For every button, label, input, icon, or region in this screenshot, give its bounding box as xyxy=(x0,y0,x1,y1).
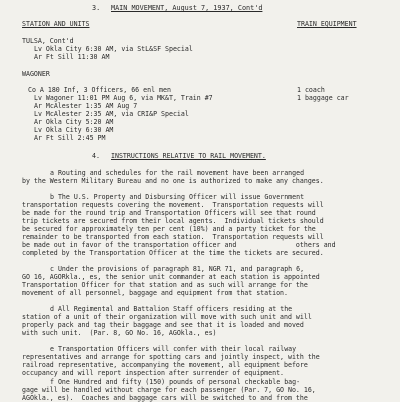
paragraph-d-line: d All Regimental and Battalion Staff officers residing at the xyxy=(50,305,293,313)
paragraph-c-line: Transportation Officer for that station and as such will arrange for the xyxy=(22,281,308,289)
schedule-line: Lv Okla City 6:30 AM, via StL&SF Special xyxy=(34,45,193,53)
schedule-line: Lv McAlester 2:35 AM, via CRI&P Special xyxy=(34,110,189,118)
paragraph-a-line: a Routing and schedules for the rail movement have been arranged xyxy=(50,169,305,177)
station-heading-wagoner: WAGONER xyxy=(22,70,50,78)
section-number: 3. xyxy=(92,4,101,12)
column-heading-station: STATION AND UNITS xyxy=(22,20,90,28)
column-heading-equipment: TRAIN EQUIPMENT xyxy=(297,20,357,28)
paragraph-f-line: f One Hundred and fifty (150) pounds of personal checkable bag- xyxy=(50,378,301,386)
paragraph-b-line: transportation requests covering the movement. Transportation requests will xyxy=(22,201,324,209)
paragraph-c-line: movement of all personnel, baggage and equipment from that station. xyxy=(22,289,288,297)
schedule-line: Ar McAlester 1:35 AM Aug 7 xyxy=(34,102,138,110)
paragraph-e-line: occupancy and will report inspection after surrender of equipment. xyxy=(22,369,285,377)
schedule-line: Ar Ft Sill 11:30 AM xyxy=(34,53,110,61)
paragraph-e-line: representatives and arrange for spotting cars and jointly inspect, with the xyxy=(22,353,320,361)
paragraph-e-line: e Transportation Officers will confer with their local railway xyxy=(50,345,297,353)
unit-line: Co A 180 Inf, 3 Officers, 66 enl men xyxy=(28,86,171,94)
paragraph-d-line: properly pack and tag their baggage and see that it is loaded and moved xyxy=(22,321,304,329)
paragraph-b-line: be made for the round trip and Transportation Officers will see that round xyxy=(22,209,316,217)
schedule-line: Ar Ft Sill 2:45 PM xyxy=(34,134,106,142)
paragraph-a-line: by the Western Military Bureau and no one is authorized to make any changes. xyxy=(22,177,324,185)
page-title: MAIN MOVEMENT, August 7, 1937, Cont'd xyxy=(111,4,263,12)
paragraph-b-line: b The U.S. Property and Disbursing Officer will issue Government xyxy=(50,193,305,201)
paragraph-c-line: c Under the provisions of paragraph 81, NGR 71, and paragraph 6, xyxy=(50,265,305,273)
equipment-item: 1 baggage car xyxy=(297,94,349,102)
schedule-line: Lv Wagoner 11:01 PM Aug 6, via MK&T, Train #7 xyxy=(34,94,213,102)
paragraph-f-line: AGOkla., es). Coaches and baggage cars will be switched to and from the xyxy=(22,394,308,402)
paragraph-d-line: with such unit. (Par. 8, GO No. 16, AGOkla., es) xyxy=(22,329,217,337)
section-number: 4. xyxy=(92,152,100,160)
station-heading-tulsa: TULSA, Cont'd xyxy=(22,37,74,45)
paragraph-b-line: completed by the Transportation Officer at the time the tickets are secured. xyxy=(22,249,324,257)
paragraph-b-line: trip tickets are secured from their local agents. Individual tickets should xyxy=(22,217,324,225)
schedule-line: Lv Okla City 6:30 AM xyxy=(34,126,114,134)
paragraph-e-line: railroad representative, accompanying the movement, all equipment before xyxy=(22,361,308,369)
schedule-line: Ar Okla City 5:20 AM xyxy=(34,118,114,126)
paragraph-b-line: be made out in favor of the transportation officer and others and xyxy=(22,241,336,249)
paragraph-c-line: GO 16, AGORkla., es, the senior unit commander at each station is appointed xyxy=(22,273,320,281)
paragraph-b-line: be secured for approximately ten per cent (10%) and a party ticket for the xyxy=(22,225,316,233)
paragraph-f-line: gage will be handled without charge for each passenger (Par. 7, GO No. 16, xyxy=(22,386,316,394)
section-title: INSTRUCTIONS RELATIVE TO RAIL MOVEMENT. xyxy=(111,152,266,160)
paragraph-d-line: station of a unit of their organization will move with such unit and will xyxy=(22,313,312,321)
equipment-item: 1 coach xyxy=(297,86,325,94)
paragraph-b-line: remainder to be transported from each station. Transportation requests will xyxy=(22,233,324,241)
